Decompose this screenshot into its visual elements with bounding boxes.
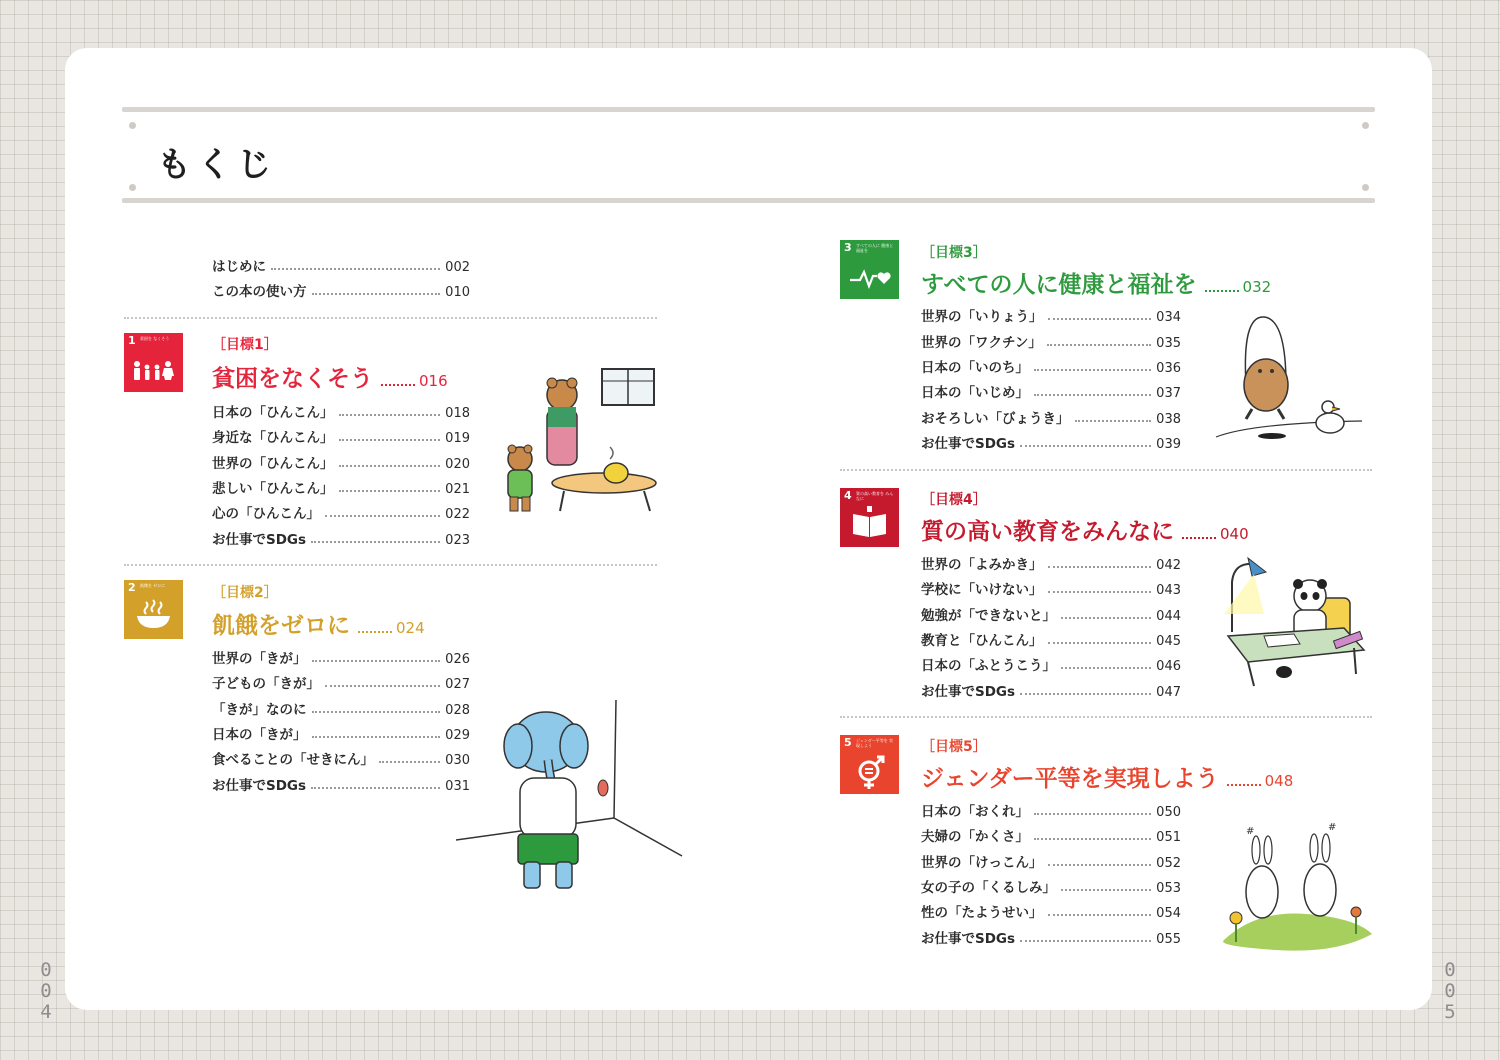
svg-text:#: # [1328, 822, 1337, 833]
toc-entry[interactable]: 勉強が「できないと」 044 [921, 608, 1181, 624]
toc-entry[interactable]: 日本の「ふとうこう」 046 [921, 658, 1181, 674]
bowl-icon [124, 580, 183, 639]
toc-entry[interactable]: 「きが」なのに 028 [212, 702, 470, 718]
bear-family-illustration [492, 363, 662, 523]
toc-entry[interactable]: お仕事でSDGs 031 [212, 778, 470, 794]
toc-entry[interactable]: 日本の「いじめ」 037 [921, 385, 1181, 401]
goal-3-title[interactable]: すべての人に健康と福祉を 032 [921, 272, 1272, 298]
toc-entry[interactable]: 日本の「ひんこん」 018 [212, 405, 470, 421]
toc-entry[interactable]: お仕事でSDGs 023 [212, 532, 470, 548]
goal-4-title[interactable]: 質の高い教育をみんなに 040 [921, 519, 1249, 545]
goal-5-title[interactable]: ジェンダー平等を実現しよう 048 [921, 766, 1294, 792]
goal-2-tag: ［目標2］ [212, 585, 278, 601]
toc-entry[interactable]: 世界の「いりょう」 034 [921, 309, 1181, 325]
toc-entry[interactable]: お仕事でSDGs 047 [921, 684, 1181, 700]
toc-entry[interactable]: 子どもの「きが」 027 [212, 676, 470, 692]
header-top-rule [122, 107, 1375, 112]
gender-equality-icon [840, 735, 899, 794]
goal-1-title[interactable]: 貧困をなくそう 016 [212, 366, 448, 392]
header-rivet [129, 122, 136, 129]
toc-entry[interactable]: お仕事でSDGs 055 [921, 931, 1181, 947]
toc-entry[interactable]: 教育と「ひんこん」 045 [921, 633, 1181, 649]
header-rivet [1362, 122, 1369, 129]
toc-entry[interactable]: 日本の「いのち」 036 [921, 360, 1181, 376]
heartbeat-icon [840, 240, 899, 299]
toc-entry[interactable]: お仕事でSDGs 039 [921, 436, 1181, 452]
panda-studying-illustration [1224, 552, 1374, 687]
section-separator [124, 564, 657, 566]
goal-4-tag: ［目標4］ [921, 492, 987, 508]
dog-jump-rope-illustration [1212, 315, 1372, 445]
toc-entry[interactable]: おそろしい「びょうき」 038 [921, 411, 1181, 427]
page-title: もくじ [157, 145, 277, 185]
toc-entry[interactable]: 性の「たようせい」 054 [921, 905, 1181, 921]
toc-entry-how-to-use[interactable]: この本の使い方 010 [212, 284, 470, 300]
book-icon [840, 488, 899, 547]
toc-entry[interactable]: 世界の「きが」 026 [212, 651, 470, 667]
rabbits-illustration [1216, 822, 1380, 952]
toc-entry[interactable]: 食べることの「せきにん」 030 [212, 752, 470, 768]
sdg-goal-1-icon: 1 貧困を なくそう [124, 333, 183, 392]
sdg-goal-3-icon: 3 すべての人に 健康と福祉を [840, 240, 899, 299]
section-separator [124, 317, 657, 319]
toc-entry[interactable]: 悲しい「ひんこん」 021 [212, 481, 470, 497]
toc-entry[interactable]: 学校に「いけない」 043 [921, 582, 1181, 598]
sdg-goal-5-icon: 5 ジェンダー平等を 実現しよう [840, 735, 899, 794]
goal-2-title[interactable]: 飢餓をゼロに 024 [212, 613, 425, 639]
toc-entry[interactable]: 世界の「ひんこん」 020 [212, 456, 470, 472]
toc-entry[interactable]: 日本の「おくれ」 050 [921, 804, 1181, 820]
sdg-goal-2-icon: 2 飢餓を ゼロに [124, 580, 183, 639]
section-separator [840, 716, 1372, 718]
left-page-number: 0 0 4 [40, 959, 52, 1023]
toc-entry[interactable]: 世界の「けっこん」 052 [921, 855, 1181, 871]
svg-text:#: # [1246, 826, 1255, 837]
header-rivet [129, 184, 136, 191]
toc-entry[interactable]: 世界の「ワクチン」 035 [921, 335, 1181, 351]
toc-entry[interactable]: 女の子の「くるしみ」 053 [921, 880, 1181, 896]
goal-5-tag: ［目標5］ [921, 739, 987, 755]
toc-entry-intro[interactable]: はじめに 002 [212, 259, 470, 275]
toc-entry[interactable]: 世界の「よみかき」 042 [921, 557, 1181, 573]
toc-entry[interactable]: 日本の「きが」 029 [212, 727, 470, 743]
goal-3-tag: ［目標3］ [921, 245, 987, 261]
toc-entry[interactable]: 心の「ひんこん」 022 [212, 506, 470, 522]
toc-entry[interactable]: 身近な「ひんこん」 019 [212, 430, 470, 446]
goal-1-tag: ［目標1］ [212, 337, 278, 353]
sdg-goal-4-icon: 4 質の高い教育を みんなに [840, 488, 899, 547]
header-rivet [1362, 184, 1369, 191]
family-icon [124, 333, 183, 392]
section-separator [840, 469, 1372, 471]
toc-entry[interactable]: 夫婦の「かくさ」 051 [921, 829, 1181, 845]
header-bottom-rule [122, 198, 1375, 203]
elephant-illustration [456, 700, 686, 900]
right-page-number: 0 0 5 [1444, 959, 1456, 1023]
